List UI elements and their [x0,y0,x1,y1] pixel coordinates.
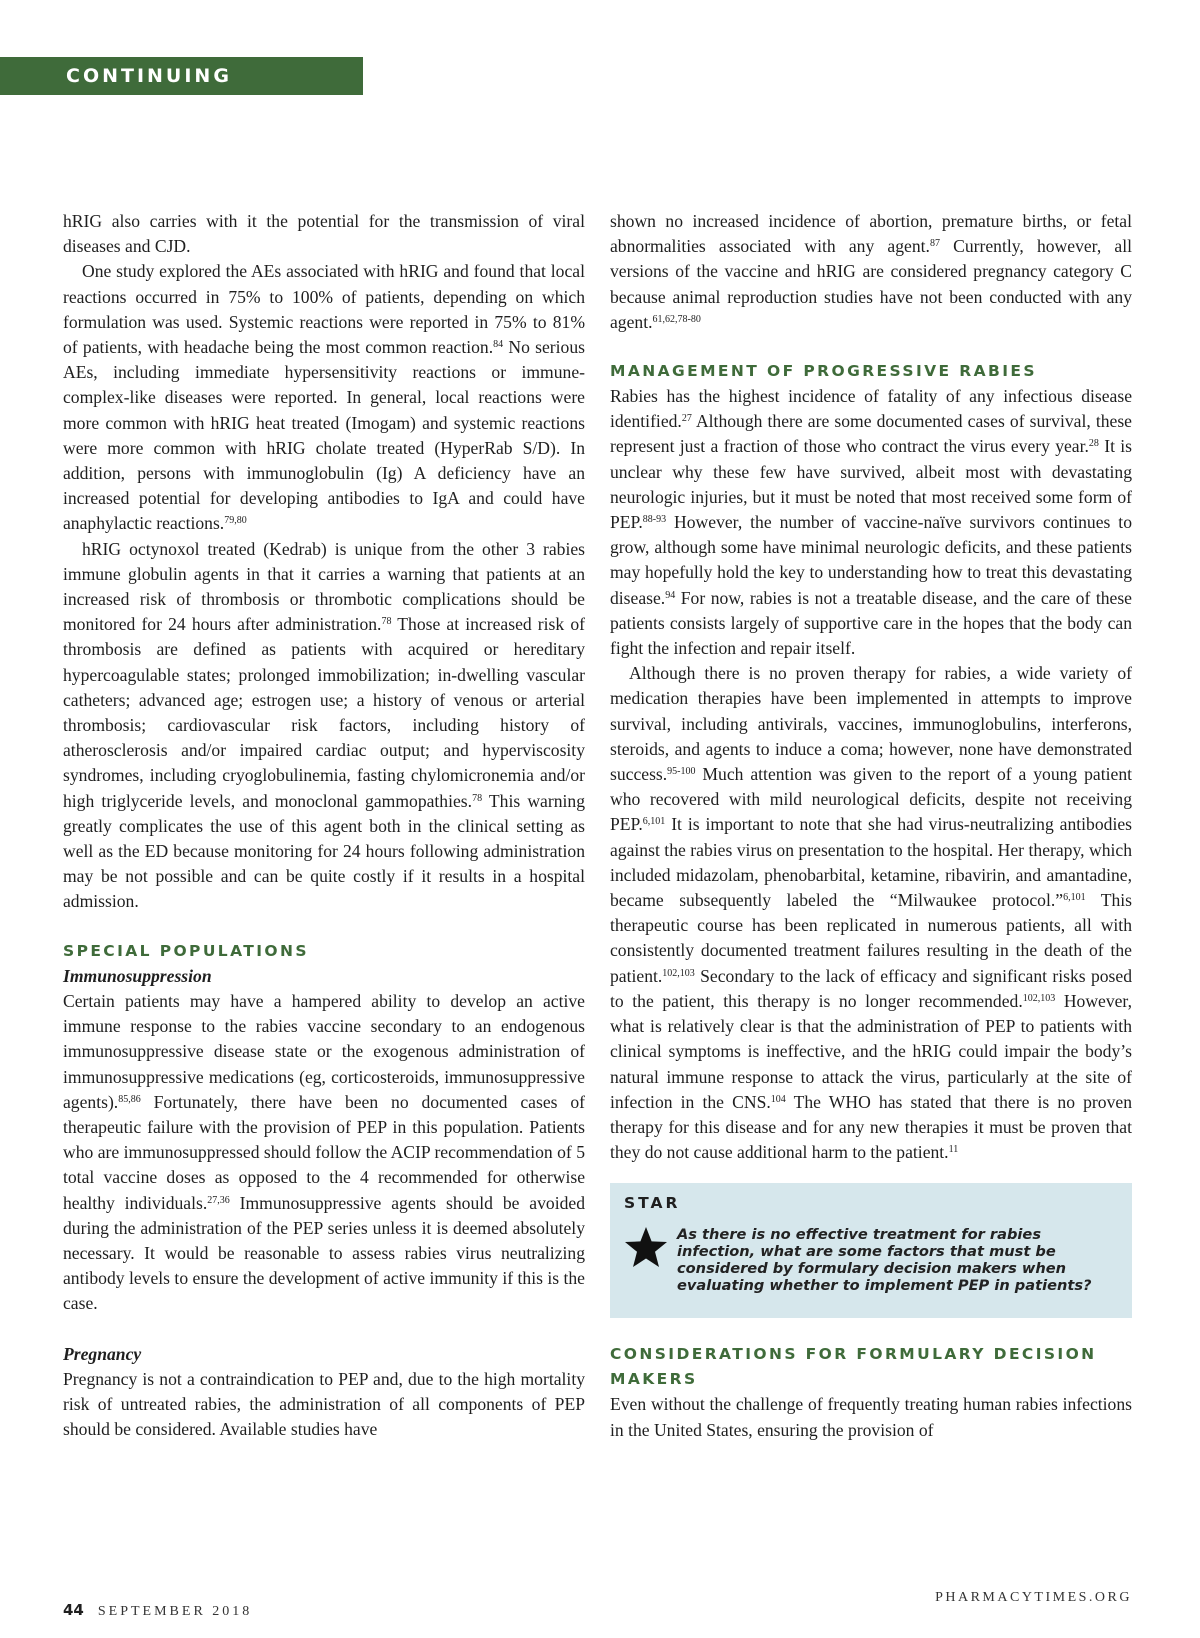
paragraph: One study explored the AEs associated with hRIG and found that local reactions occurred in 75% to 100% of patients, depending on which formulation was used. Systemic reactions were reported in 75% to 81% of patients, with headache being the most common reaction.$^{84}$ No serious AEs, including immediate hypersensitivity reactions or immune-complex-like diseases were reported. In general, local reactions were more common with hRIG heat treated (Imogam) and systemic reactions were more common with hRIG cholate treated (HyperRab S/D). In addition, persons with immunoglobulin (Ig) A deficiency have an increased potential for developing antibodies to IgA and could have anaphylactic reactions.$^{79,80}$ [63,261,585,534]
star-callout [610,1183,1132,1318]
page-number: 44 [63,1601,84,1619]
citation: 85,86 [118,1093,141,1105]
section-banner: CONTINUING EDUCATION [0,57,363,95]
section-heading-special-populations: SPECIAL POPULATIONS [63,941,309,960]
citation: 78 [472,792,483,804]
paragraph: Even without the challenge of frequently treating human rabies infections in the United States, ensuring the provision of [610,1394,1132,1440]
paragraph: Certain patients may have a hampered ability to develop an active immune response to the rabies vaccine secondary to an endogenous immunosuppressive disease state or the exogenous administration of immunosuppressive medications (eg, corticosteroids, immunosuppressive agents).$^{85,86}$ Fortunately, there have been no documented cases of therapeutic failure with the provision of PEP in this population. Patients who are immunosuppressed should follow the ACIP recommendation of 5 total vaccine doses as opposed to the 4 recommended for otherwise healthy individuals.$^{27,36}$ Immunosuppressive agents should be avoided during the administration of the PEP series unless it is deemed absolutely necessary. It would be reasonable to assess rabies virus neutralizing antibody levels to ensure the development of active immunity if this is the case. [63,990,585,1314]
citation: 78 [381,616,392,628]
right-column [610,209,1132,1443]
citation: 6,101 [642,816,666,828]
citation: 95-100 [667,766,696,778]
citation: 94 [665,589,676,601]
citation: 28 [1088,438,1099,450]
citation: 27,36 [207,1194,230,1206]
paragraph: Pregnancy is not a contraindication to PEP and, due to the high mortality risk of untreated rabies, the administration of all components of PEP should be considered. Available studies have [63,1368,585,1440]
issue-date: SEPTEMBER 2018 [97,1604,253,1619]
paragraph: Rabies has the highest incidence of fatality of any infectious disease identified.$^{27}$ Although there are some documented cases of survival, these represent just a fraction of those who contract the virus every year.$^{28}$ It is unclear why these few have survived, albeit most with devastating neurologic injuries, but it must be noted that most received some form of PEP.$^{88-93}$ However, the number of vaccine-naïve survivors continues to grow, although some have minimal neurologic deficits, and these patients may hopefully hold the key to understanding how to treat this devastating disease.$^{94}$ For now, rabies is not a treatable disease, and the care of these patients consists largely of supportive care in the hopes that the body can fight the infection and repair itself. [610,386,1133,659]
star-icon [624,1226,668,1268]
citation: 88-93 [642,514,667,526]
footer-folio [63,1601,252,1620]
paragraph: hRIG octynoxol treated (Kedrab) is unique from the other 3 rabies immune globulin agents in that it carries a warning that patients at an increased risk of thrombosis or thrombotic complications should be monitored for 24 hours after administration.$^{78}$ Those at increased risk of thrombosis are defined as patients with acquired or hereditary hypercoagulable states; prolonged immobilization; in-dwelling vascular catheters; advanced age; estrogen use; a history of venous or arterial thrombosis; cardiovascular risk factors, including history of atherosclerosis and/or impaired cardiac output; and hyperviscosity syndromes, including cryoglobulinemia, fasting chylomicronemia and/or high triglyceride levels, and monoclonal gammopathies.$^{78}$ This warning greatly complicates the use of this agent both in the clinical setting as well as the ED because monitoring for 24 hours following administration may be not possible and can be quite costly if it results in a hospital admission. [63,538,585,912]
citation: 6,101 [1063,892,1086,904]
subheading-immunosuppression: Immunosuppression [63,965,212,986]
citation: 61,62,78-80 [652,313,701,325]
citation: 87 [929,238,940,250]
paragraph: Although there is no proven therapy for rabies, a wide variety of medication therapies have been implemented in attempts to improve survival, including antivirals, vaccines, immunoglobulins, interferons, steroids, and agents to induce a coma; however, none have demonstrated success.$^{95-100}$ Much attention was given to the report of a young patient who recovered with mild neurological deficits, despite not receiving PEP.$^{6,101}$ It is important to note that she had virus-neutralizing antibodies against the rabies virus on presentation to the hospital. Her therapy, which included midazolam, phenobarbital, ketamine, ribavirin, and amantadine, became subsequently labeled the “Milwaukee protocol.”$^{6,101}$ This therapeutic course has been replicated in numerous patients, all with consistently documented treatment failures resulting in the death of the patient.$^{102,103}$ Secondary to the lack of efficacy and significant risks posed to the patient, this therapy is no longer recommended.$^{102,103}$ However, what is relatively clear is that the administration of PEP to patients with clinical symptoms is ineffective, and the hRIG could impair the body’s natural immune response to attack the virus, particularly at the site of infection in the CNS.$^{104}$ The WHO has stated that there is no proven therapy for this disease and for any new therapies it must be proven that they do not cause additional harm to the patient.$^{11}$ [610,663,1132,1163]
star-callout-label: STAR [624,1194,681,1213]
citation: 11 [948,1144,959,1156]
citation: 79,80 [224,515,247,527]
citation: 84 [493,339,504,351]
citation: 102,103 [662,967,695,979]
star-callout-question: As there is no effective treatment for rabies infection, what are some factors that must be considered by formulary decision makers when evaluating whether to implement PEP in patients? [677,1226,1092,1295]
section-heading-formulary: CONSIDERATIONS FOR FORMULARY DECISION MAKERS [610,1345,1097,1389]
citation: 104 [770,1093,786,1105]
paragraph: shown no increased incidence of abortion, premature births, or fetal abnormalities associated with any agent.$^{87}$ Currently, however, all versions of the vaccine and hRIG are considered pregnancy category C because animal reproduction studies have not been conducted with any agent.$^{61,62,78-80}$ [610,211,1132,332]
subheading-pregnancy: Pregnancy [63,1343,142,1364]
citation: 27 [681,413,692,425]
citation: 102,103 [1022,992,1056,1004]
left-column [63,209,585,1442]
section-heading-progressive-rabies: MANAGEMENT OF PROGRESSIVE RABIES [610,362,1037,381]
footer-website: PHARMACYTIMES.ORG [935,1590,1132,1605]
paragraph: hRIG also carries with it the potential for the transmission of viral diseases and CJD. [63,211,585,257]
